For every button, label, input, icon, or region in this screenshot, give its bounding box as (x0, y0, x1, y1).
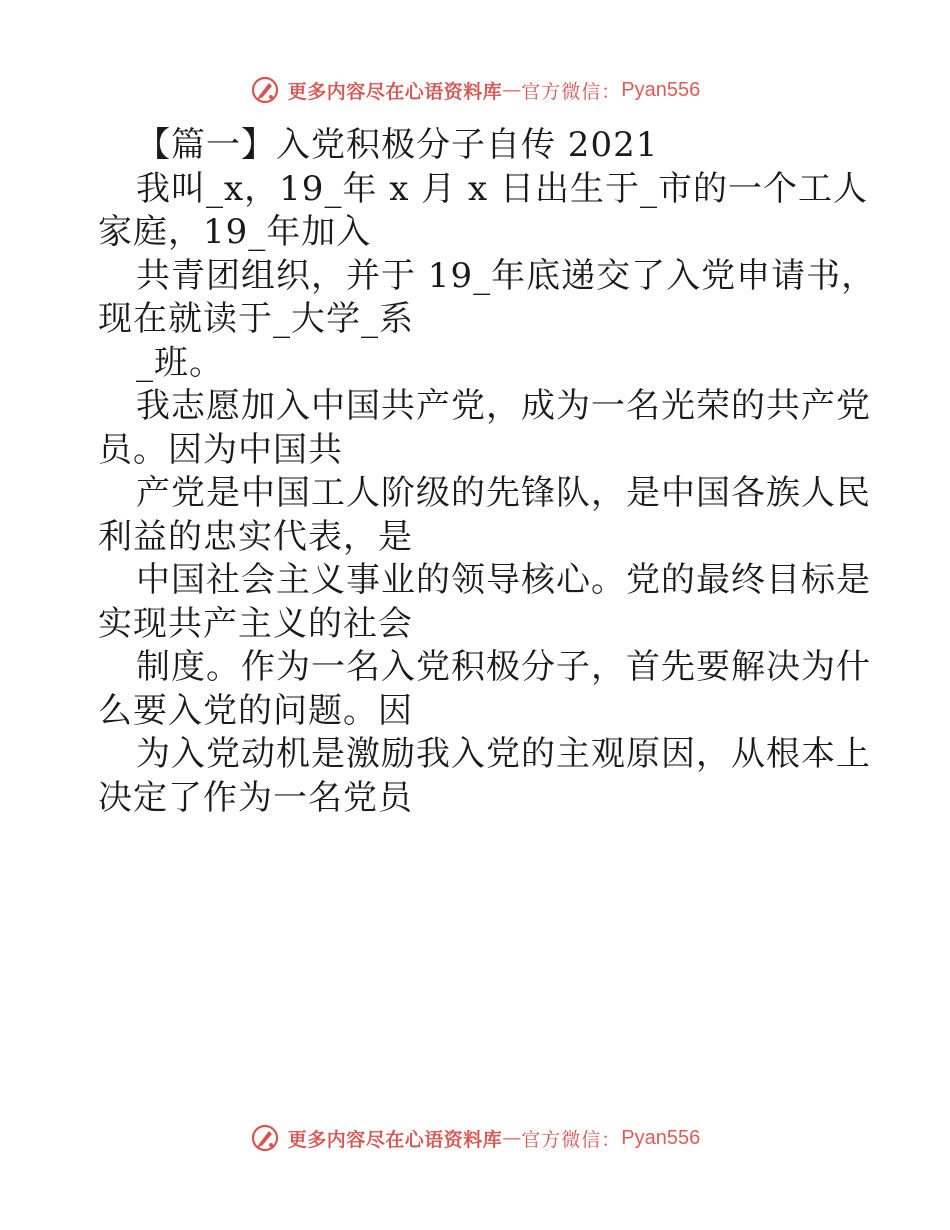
text-line: 我志愿加入中国共产党，成为一名光荣的共产党 (136, 386, 871, 426)
text-line: 我叫_x，19_年 x 月 x 日出生于_市的一个工人 (136, 168, 869, 209)
document-title: 【篇一】入党积极分子自传 2021 (136, 125, 659, 165)
text-line: 利益的忠实代表，是 (98, 516, 413, 557)
banner-wechat-id: Pyan556 (621, 78, 701, 101)
pen-logo-icon (250, 75, 280, 105)
text-line: 员。因为中国共 (98, 429, 343, 470)
document-body (98, 124, 877, 820)
footer-watermark-banner (0, 1118, 950, 1158)
text-line: 实现共产主义的社会 (98, 603, 413, 644)
text-line: 中国社会主义事业的领导核心。党的最终目标是 (136, 560, 871, 600)
header-watermark-banner (0, 70, 950, 110)
text-line: 制度。作为一名入党积极分子，首先要解决为什 (136, 647, 871, 687)
banner-dash: — (502, 1127, 522, 1149)
text-line: 现在就读于_大学_系 (98, 299, 414, 339)
text-line: 为入党动机是激励我入党的主观原因，从根本上 (136, 734, 871, 774)
text-line: 产党是中国工人阶级的先锋队，是中国各族人民 (136, 473, 871, 513)
banner-text: 更多内容尽在心语资料库 (287, 80, 503, 103)
text-line: 家庭，19_年加入 (98, 212, 372, 252)
banner-dash: — (502, 79, 522, 101)
banner-wechat-id: Pyan556 (621, 1126, 701, 1149)
text-line: 共青团组织，并于 19_年底递交了入党申请书， (136, 255, 877, 296)
text-line: 么要入党的问题。因 (98, 690, 413, 731)
text-line: 决定了作为一名党员 (98, 777, 413, 818)
banner-text: 更多内容尽在心语资料库 (287, 1128, 503, 1151)
text-line: _班。 (136, 342, 224, 383)
pen-logo-icon (250, 1123, 280, 1153)
banner-wechat-label: 官方微信： (521, 1128, 622, 1151)
banner-wechat-label: 官方微信： (521, 80, 622, 103)
